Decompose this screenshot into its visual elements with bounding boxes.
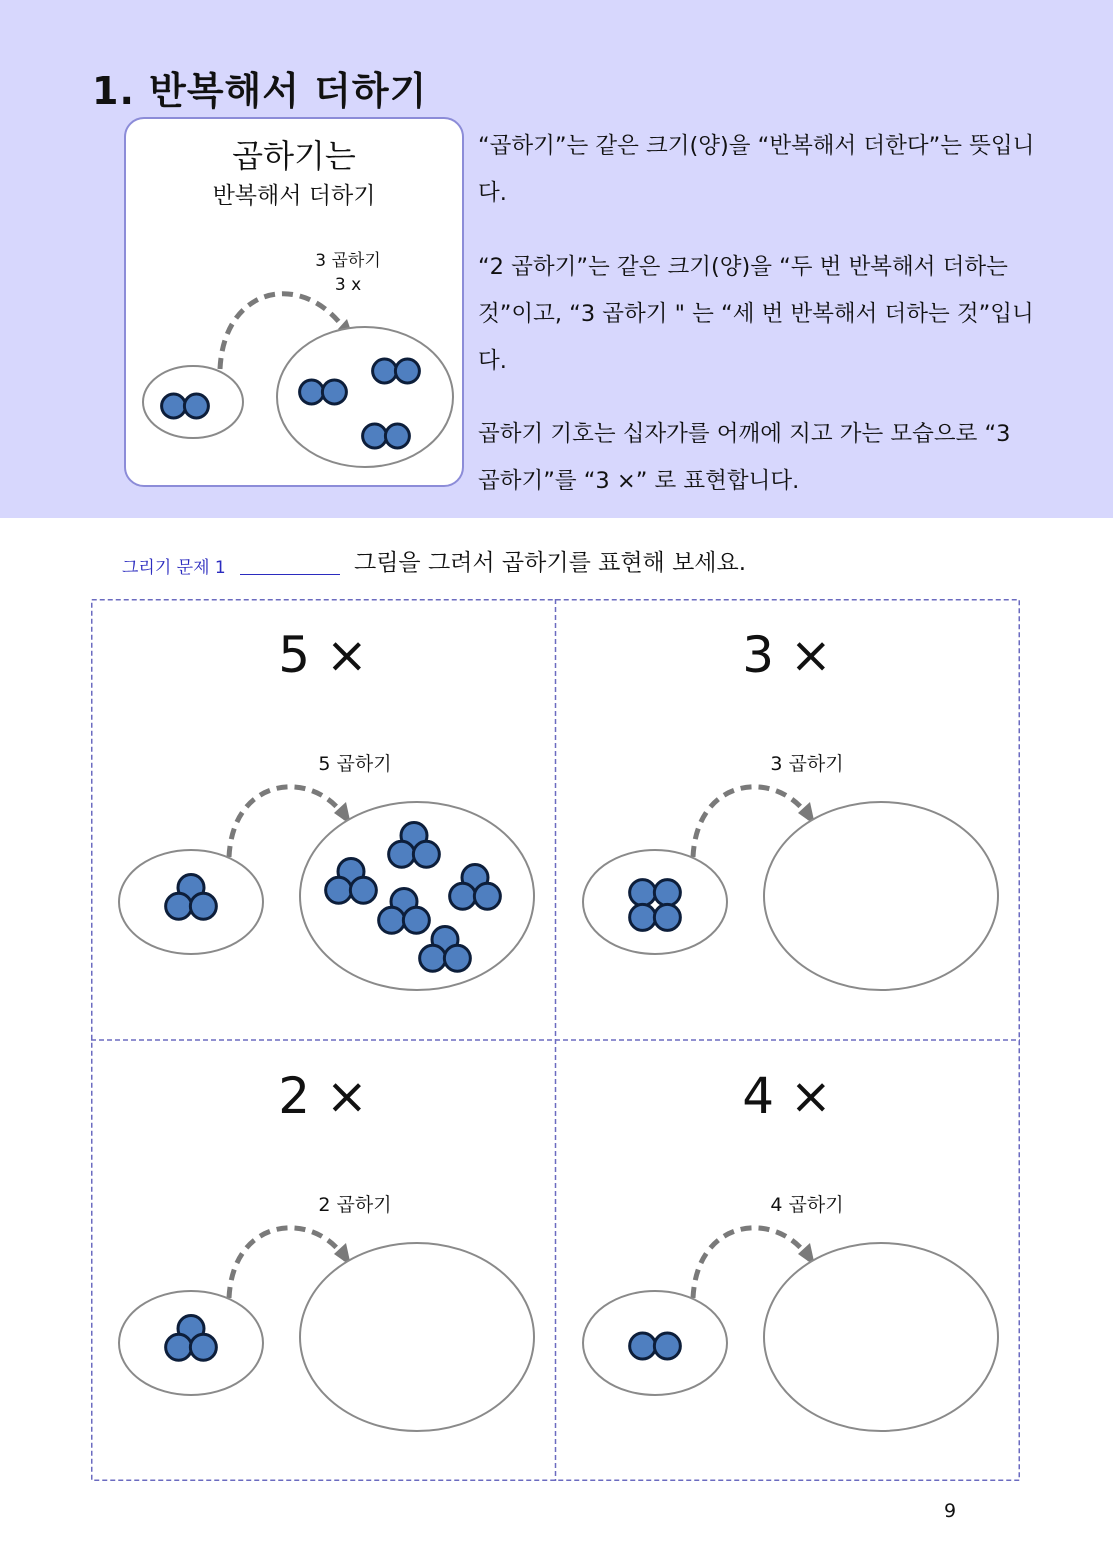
target-ellipse [764,1243,998,1431]
counter-dot [322,380,346,404]
cell-title-2x: 2 × [278,1067,368,1125]
counter-dot [389,841,415,867]
counter-dot [385,424,409,448]
page-number: 9 [944,1500,957,1522]
counter-dot [363,424,387,448]
counter-dot [403,907,429,933]
counter-dot [184,394,208,418]
counter-dot [350,877,376,903]
grid-svg [91,599,1020,1481]
target-ellipse [764,802,998,990]
counter-dot [373,359,397,383]
cell-label-3x: 3 곱하기 [770,753,844,775]
counter-dot [300,380,324,404]
counter-dot [190,1334,216,1360]
page-title: 1. 반복해서 더하기 [92,69,428,113]
counter-dot [450,883,476,909]
card-title: 곱하기는 [232,137,356,175]
answer-blank[interactable] [240,574,340,575]
card-arrow-label-1: 3 곱하기 [315,251,381,271]
card-subtitle: 반복해서 더하기 [212,183,376,209]
cell-title-3x: 3 × [742,626,832,684]
cell-illustration-3 [119,1228,534,1431]
source-ellipse [583,850,727,954]
counter-dot [379,907,405,933]
counter-dot [162,394,186,418]
target-ellipse [300,1243,534,1431]
cell-title-4x: 4 × [742,1067,832,1125]
card-arrow-label-2: 3 x [334,275,362,295]
counter-dot [190,893,216,919]
counter-dot [630,904,656,930]
cell-illustration-1 [119,787,534,990]
paragraph-examples: “2 곱하기”는 같은 크기(양)을 “두 번 반복해서 더하는 것”이고, “3 곱하기 " 는 “세 번 반복해서 더하는 것”입니다. [478,254,1034,374]
cell-label-4x: 4 곱하기 [770,1194,844,1216]
counter-dot [630,880,656,906]
cell-illustration-4 [583,1228,998,1431]
counter-dot [326,877,352,903]
cell-title-5x: 5 × [278,626,368,684]
counter-dot [444,945,470,971]
cell-illustration-2 [583,787,998,990]
cell-label-5x: 5 곱하기 [318,753,392,775]
counter-dot [474,883,500,909]
drawing-grid [91,599,1020,1481]
counter-dot [395,359,419,383]
question-label: 그리기 문제 1 [122,558,226,578]
cell-label-2x: 2 곱하기 [318,1194,392,1216]
counter-dot [413,841,439,867]
counter-dot [654,880,680,906]
counter-dot [166,1334,192,1360]
counter-dot [654,1333,680,1359]
question-text: 그림을 그려서 곱하기를 표현해 보세요. [354,550,747,576]
counter-dot [420,945,446,971]
card-illustration [126,119,466,489]
paragraph-symbol: 곱하기 기호는 십자가를 어깨에 지고 가는 모습으로 “3 곱하기”를 “3 ×” 로 표현합니다. [478,421,1011,494]
paragraph-meaning: “곱하기”는 같은 크기(양)을 “반복해서 더한다”는 뜻입니다. [478,133,1035,206]
concept-card [124,117,464,487]
counter-dot [166,893,192,919]
counter-dot [654,904,680,930]
counter-dot [630,1333,656,1359]
